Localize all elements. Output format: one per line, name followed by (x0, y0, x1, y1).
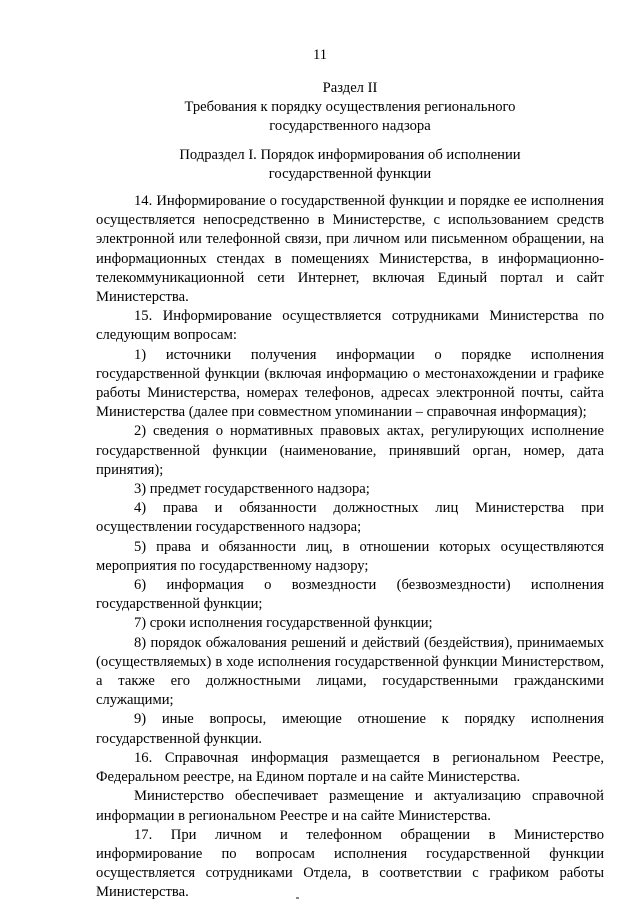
list-item-2: 2) сведения о нормативных правовых актах, регулирующих исполнение государственной функции (наименование, принявший орган, номер, дата принятия); (96, 423, 604, 478)
subsection-heading (96, 146, 604, 184)
section-heading (96, 79, 604, 137)
body-text (96, 192, 604, 903)
subsection-title-line-1: Подраздел I. Порядок информирования об исполнении (179, 147, 521, 163)
list-item-9: 9) иные вопросы, имеющие отношение к порядку исполнения государственной функции. (96, 711, 604, 747)
paragraph-14: 14. Информирование о государственной функции и порядке ее исполнения осуществляется непосредственно в Министерстве, с использованием средств электронной или телефонной связи, при личном или письменном обращении, на информационных стендах в помещениях Министерства, в информационно-телекоммуникационной сети Интернет, включая Единый портал и сайт Министерства. (96, 193, 604, 306)
paragraph-17: 17. При личном и телефонном обращении в Министерство информирование по вопросам исполнения государственной функции осуществляется сотрудниками Отдела, в соответствии с графиком работы Министерства. (96, 826, 604, 901)
list-item-6: 6) информация о возмездности (безвозмездности) исполнения государственной функции; (96, 577, 604, 613)
list-item-5: 5) права и обязанности лиц, в отношении которых осуществляются мероприятия по государственному надзору; (96, 538, 604, 574)
section-label: Раздел II (322, 80, 378, 96)
page-number: 11 (312, 47, 328, 63)
list-item-1: 1) источники получения информации о порядке исполнения государственной функции (включая информацию о местонахождении и графике работы Министерства, номерах телефонов, адресах электронной почты, сайта Министерства (далее при совместном упоминании – справочная информация); (96, 346, 604, 421)
paragraph-16-continued: Министерство обеспечивает размещение и актуализацию справочной информации в региональном Реестре и на сайте Министерства. (96, 788, 604, 824)
section-title-line-2: государственного надзора (269, 118, 431, 135)
paragraph-16: 16. Справочная информация размещается в региональном Реестре, Федеральном реестре, на Едином портале и на сайте Министерства. (96, 749, 604, 786)
list-item-4: 4) права и обязанности должностных лиц Министерства при осуществлении государственного надзора; (96, 500, 604, 536)
scan-dot (296, 897, 299, 899)
subsection-title-line-2: государственной функции (268, 166, 432, 183)
list-item-3: 3) предмет государственного надзора; (134, 481, 370, 498)
section-title-line-1: Требования к порядку осуществления регионального (184, 99, 516, 116)
list-item-8: 8) порядок обжалования решений и действий (бездействия), принимаемых (осуществляемых) в ходе исполнения государственной функции Министерством, а также его должностными лицами, государственными гражданскими служащими; (96, 634, 604, 709)
paragraph-15: 15. Информирование осуществляется сотрудниками Министерства по следующим вопросам: (96, 308, 604, 344)
list-item-7: 7) сроки исполнения государственной функции; (134, 615, 433, 632)
